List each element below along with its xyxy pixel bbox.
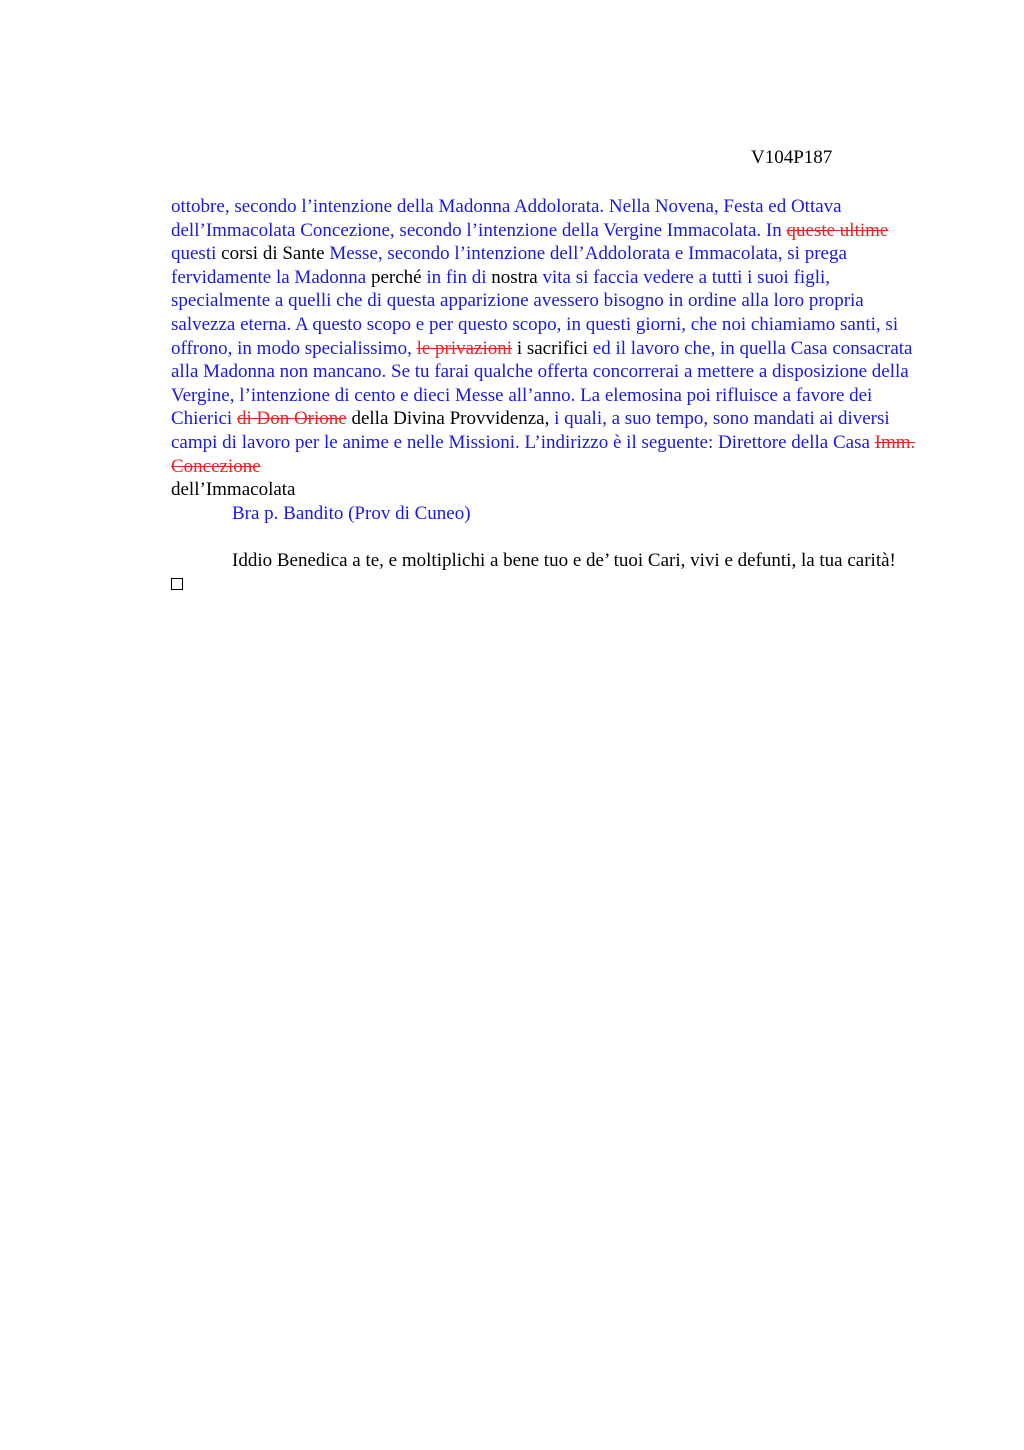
- address-line: Bra p. Bandito (Prov di Cuneo): [232, 502, 471, 524]
- letter-body: [171, 195, 916, 596]
- original-text: dell’Immacolata: [171, 479, 296, 501]
- original-text: perché: [366, 266, 427, 288]
- deleted-text: queste ultime: [786, 219, 889, 241]
- inserted-text: i quali, a suo tempo, sono mandati ai diversi campi di lavoro per le anime e nelle Missioni. L’indirizzo è il seguente: Direttore della Casa: [171, 408, 890, 453]
- inserted-text: ed il lavoro che, in quella Casa consacrata alla Madonna non mancano. Se tu farai qualche offerta concorrerai a mettere a disposizione della Vergine, l’intenzione di cento e dieci Messe all’anno. La elemosina poi rifluisce a favore dei Chierici: [171, 337, 913, 430]
- main-paragraph: [171, 195, 916, 502]
- blessing-text: Iddio Benedica a te, e moltiplichi a bene tuo e de’ tuoi Cari, vivi e defunti, la tua carità!: [232, 549, 896, 571]
- original-text: i sacrifici: [512, 337, 593, 359]
- inserted-text: in fin di: [426, 266, 487, 288]
- deleted-text: di Don Orione: [236, 408, 347, 430]
- inserted-text: vita si faccia vedere a tutti i suoi figli, specialmente a quelli che di questa apparizione avessero bisogno in ordine alla loro propria salvezza eterna. A questo scopo e per questo scopo, in questi giorni, che noi chiamiamo santi, si offrono, in modo specialissimo,: [171, 266, 899, 359]
- inserted-text: ottobre, secondo l’intenzione della Madonna Addolorata. Nella Novena, Festa ed Ottava dell’Immacolata Concezione, secondo l’intenzione della Vergine Immacolata. In: [171, 196, 842, 241]
- inserted-text: questi: [171, 243, 217, 265]
- original-text: della Divina Provvidenza,: [346, 408, 555, 430]
- square-icon: [171, 578, 183, 590]
- end-mark-box: [171, 573, 916, 597]
- blessing-paragraph: [171, 549, 916, 573]
- deleted-text: le privazioni: [416, 337, 513, 359]
- page-reference: V104P187: [751, 147, 833, 168]
- original-text: nostra: [486, 266, 543, 288]
- deleted-text: Imm. Concezione: [171, 431, 916, 477]
- original-text: corsi di Sante: [216, 243, 330, 265]
- blank-line: [171, 525, 916, 549]
- inserted-text: Messe, secondo l’intenzione dell’Addolorata e Immacolata, si prega fervidamente la Madonna: [171, 243, 847, 288]
